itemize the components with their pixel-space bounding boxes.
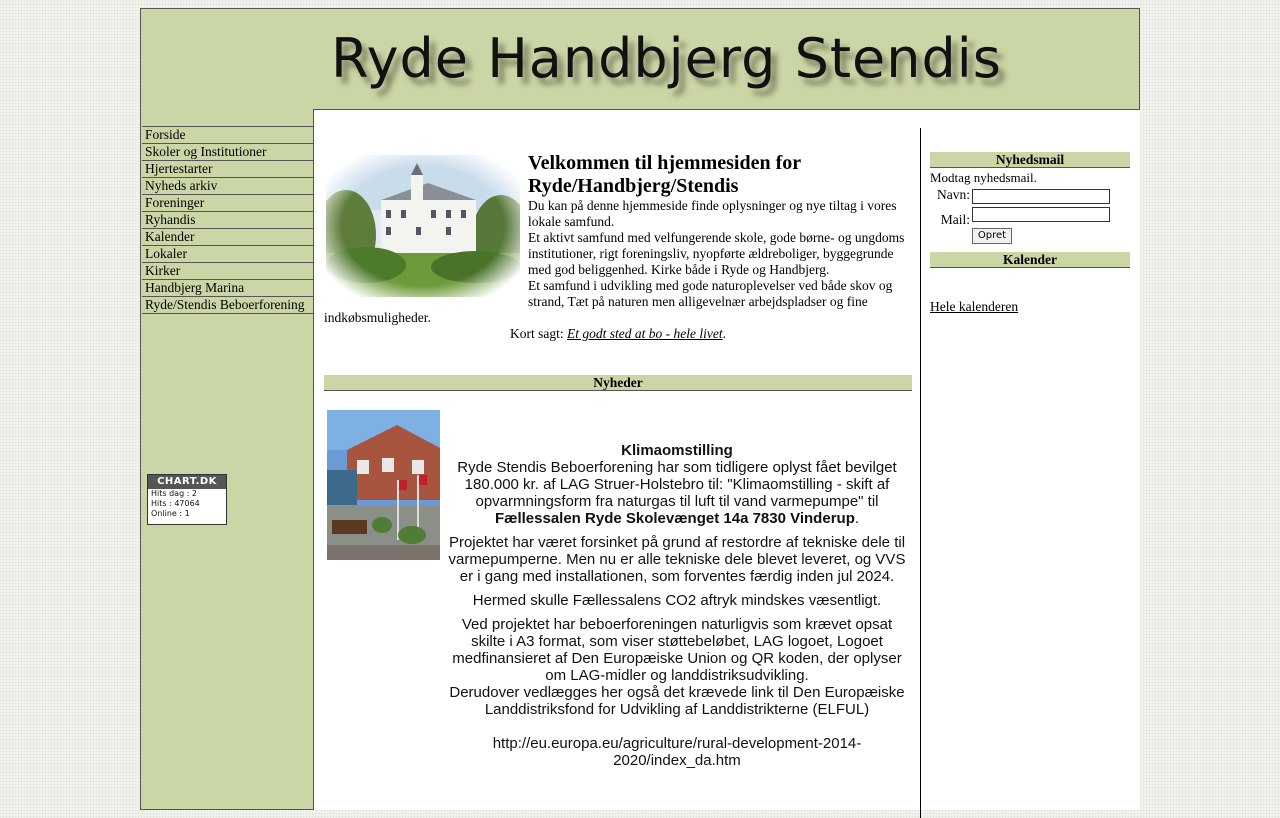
hit-counter[interactable] <box>147 474 227 525</box>
main-content <box>313 109 1140 810</box>
mail-row <box>930 204 1130 228</box>
news-paragraph-1-bold: Fællessalen Ryde Skolevænget 14a 7830 Vinderup <box>494 510 855 527</box>
column-divider <box>920 128 921 818</box>
news-paragraph-4: Ved projektet har beboerforeningen naturligvis som krævet opsat skilte i A3 format, som viser støttebeløbet, LAG logoet, Logoet medfinansieret af Den Europæiske Union og QR koden, der oplyser om LAG-midler og landdistriksudvikling. <box>452 616 902 684</box>
kort-link[interactable]: Et godt sted at bo - hele livet <box>567 326 723 341</box>
news-title: Klimaomstilling <box>621 442 733 459</box>
page-frame <box>140 8 1140 810</box>
counter-online: Online : 1 <box>151 509 190 518</box>
news-paragraph-2: Projektet har været forsinket på grund af restordre af tekniske dele til varmepumperne. Men nu er alle tekniske dele blevet leveret, og VVS er i gang med installationen, som forventes færdig inden jul 2024. <box>448 534 906 585</box>
newsletter-heading: Nyhedsmail <box>930 152 1130 168</box>
opret-button[interactable]: Opret <box>972 228 1012 244</box>
news-photo <box>327 410 440 560</box>
calendar-heading: Kalender <box>930 252 1130 268</box>
site-banner <box>141 9 1139 109</box>
nav-item-skoler[interactable]: Skoler og Institutioner <box>142 143 313 160</box>
main-nav <box>142 126 313 314</box>
kort-prefix: Kort sagt: <box>510 326 568 341</box>
nav-item-kalender[interactable]: Kalender <box>142 228 313 245</box>
name-label: Navn: <box>937 187 970 202</box>
mail-input[interactable] <box>972 207 1110 222</box>
site-title: Ryde Handbjerg Stendis <box>331 27 1002 90</box>
mail-label: Mail: <box>940 212 970 227</box>
counter-brand: CHART.DK <box>148 475 226 489</box>
news-paragraph-3: Hermed skulle Fællessalens CO2 aftryk mindskes væsentligt. <box>472 592 882 609</box>
welcome-section <box>324 152 912 342</box>
nav-item-beboerforening[interactable]: Ryde/Stendis Beboerforening <box>142 296 313 314</box>
nav-item-foreninger[interactable]: Foreninger <box>142 194 313 211</box>
nav-item-hjertestarter[interactable]: Hjertestarter <box>142 160 313 177</box>
nav-item-nyheds-arkiv[interactable]: Nyheds arkiv <box>142 177 313 194</box>
nav-item-kirker[interactable]: Kirker <box>142 262 313 279</box>
news-heading: Nyheder <box>324 375 912 391</box>
news-paragraph-5: Derudover vedlægges her også det krævede link til Den Europæiske Landdistriksfond for Udvikling af Landdistrikterne (ELFUL) <box>449 684 905 718</box>
news-paragraph-1: Ryde Stendis Beboerforening har som tidligere oplyst fået bevilget 180.000 kr. af LAG Struer-Holstebro til: "Klimaomstilling - skift af opvarmningsform fra naturgas til luft til vand varmepumpe" til <box>457 459 897 510</box>
nav-item-forside[interactable]: Forside <box>142 126 313 143</box>
counter-hits-day: Hits dag : 2 <box>151 489 198 498</box>
name-row <box>930 187 1130 204</box>
kort-suffix: . <box>722 326 726 341</box>
welcome-paragraph-2: Et aktivt samfund med velfungerende skole, gode børne- og ungdoms institutioner, rigt foreningsliv, nyopførte ældreboliger, byggegrunde med god beliggenhed. Kirke både i Ryde og Handbjerg. <box>528 230 905 277</box>
submit-row <box>930 228 1130 250</box>
name-input[interactable] <box>972 189 1110 204</box>
nav-item-handbjerg-marina[interactable]: Handbjerg Marina <box>142 279 313 296</box>
calendar-link[interactable]: Hele kalenderen <box>930 299 1019 314</box>
news-body <box>447 442 907 776</box>
nav-item-lokaler[interactable]: Lokaler <box>142 245 313 262</box>
kort-sagt <box>324 326 912 342</box>
castle-photo <box>326 155 520 297</box>
welcome-paragraph-3: Et samfund i udvikling med gode naturoplevelser ved både skov og strand, Tæt på naturen men alligevelnær arbejdspladser og fine indkøbsmuligheder. <box>324 278 893 325</box>
welcome-heading: Velkommen til hjemmesiden for Ryde/Handbjerg/Stendis <box>528 152 801 197</box>
news-link[interactable]: http://eu.europa.eu/agriculture/rural-development-2014-2020/index_da.htm <box>492 735 862 769</box>
right-sidebar <box>930 152 1130 315</box>
counter-hits: Hits : 47064 <box>151 499 200 508</box>
welcome-paragraph-1: Du kan på denne hjemmeside finde oplysninger og nye tiltag i vores lokale samfund. <box>528 198 897 229</box>
news-paragraph-1-end: . <box>854 510 860 527</box>
nav-item-ryhandis[interactable]: Ryhandis <box>142 211 313 228</box>
newsletter-text: Modtag nyhedsmail. <box>930 170 1037 185</box>
